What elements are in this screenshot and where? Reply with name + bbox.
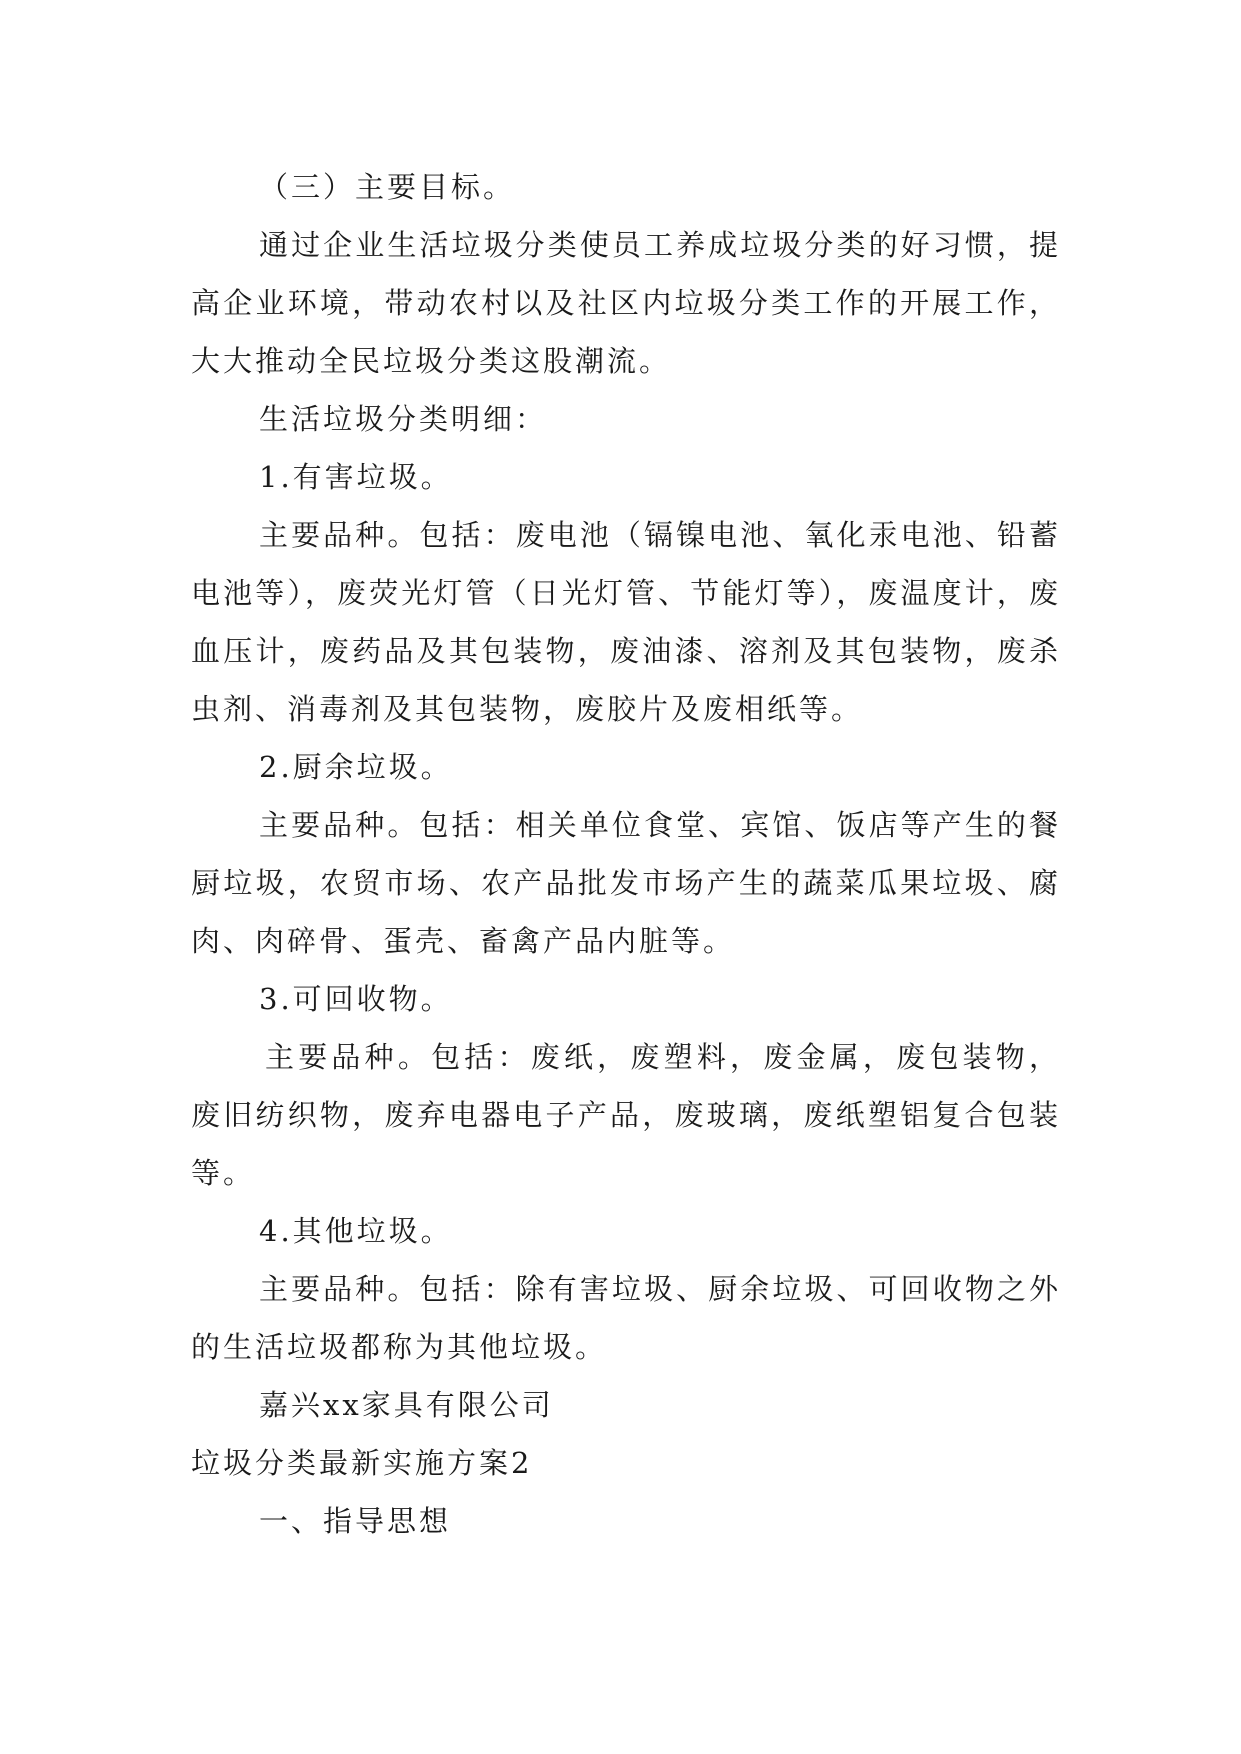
guiding-thought-heading: 一、指导思想 [259,1504,452,1538]
document-body [191,158,1061,1550]
category-2-body: 主要品种。包括：相关单位食堂、宾馆、饭店等产生的餐厨垃圾，农贸市场、农产品批发市场产生的蔬菜瓜果垃圾、腐肉、肉碎骨、蛋壳、畜禽产品内脏等。 [191,808,1061,958]
category-2-heading: 2.厨余垃圾。 [259,750,453,784]
plan-2-title: 垃圾分类最新实施方案2 [191,1446,533,1480]
company-signature: 嘉兴xx家具有限公司 [259,1388,554,1422]
goal-body: 通过企业生活垃圾分类使员工养成垃圾分类的好习惯，提高企业环境，带动农村以及社区内垃圾分类工作的开展工作，大大推动全民垃圾分类这股潮流。 [191,228,1061,378]
category-3-body: 主要品种。包括：废纸，废塑料，废金属，废包装物，废旧纺织物，废弃电器电子产品，废玻璃，废纸塑铝复合包装等。 [191,1040,1061,1190]
category-4-heading: 4.其他垃圾。 [259,1214,453,1248]
category-1-body: 主要品种。包括：废电池（镉镍电池、氧化汞电池、铅蓄电池等），废荧光灯管（日光灯管、节能灯等），废温度计，废血压计，废药品及其包装物，废油漆、溶剂及其包装物，废杀虫剂、消毒剂及其包装物，废胶片及废相纸等。 [191,518,1061,726]
goal-heading: （三）主要目标。 [259,170,516,204]
category-3-heading: 3.可回收物。 [259,982,453,1016]
detail-heading: 生活垃圾分类明细： [259,402,548,436]
category-1-heading: 1.有害垃圾。 [259,460,453,494]
category-4-body: 主要品种。包括：除有害垃圾、厨余垃圾、可回收物之外的生活垃圾都称为其他垃圾。 [191,1272,1061,1364]
